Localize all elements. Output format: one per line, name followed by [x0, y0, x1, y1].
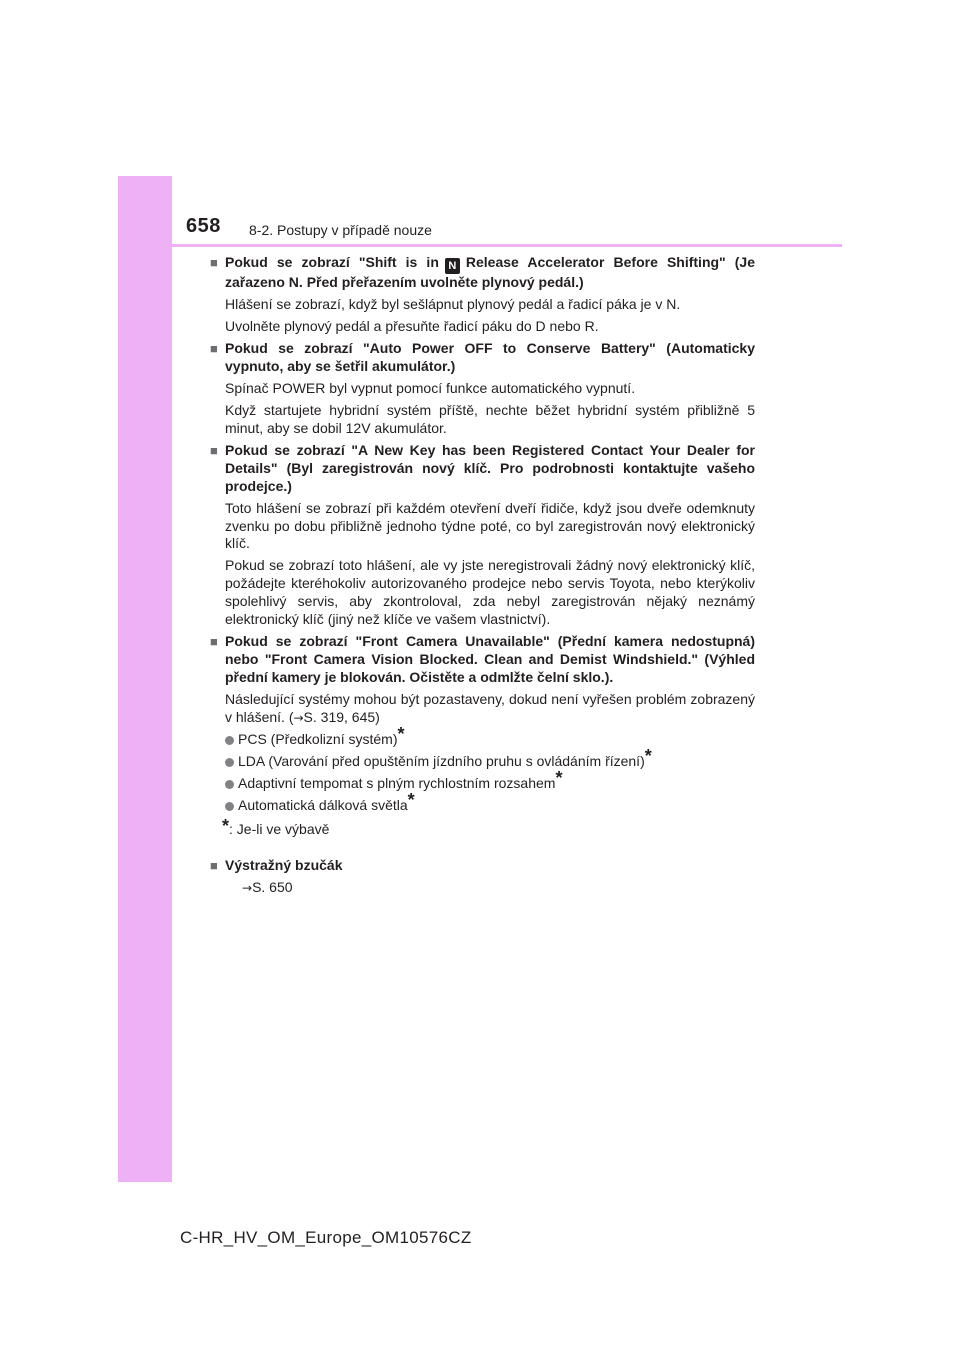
reference-arrow-icon: →	[242, 881, 253, 896]
square-bullet-icon: ■	[210, 858, 218, 874]
paragraph: Toto hlášení se zobrazí při každém otevření dveří řidiče, když jsou dveře odemknuty zvenku po dobu přibližně jednoho týdne poté, co byl zaregistrován nový elektronický klíč.	[225, 499, 755, 552]
square-bullet-icon: ■	[210, 255, 218, 270]
asterisk-mark: *	[555, 767, 563, 788]
side-color-tab	[118, 176, 172, 1182]
paragraph: Následující systémy mohou být pozastaveny, dokud není vyřešen problém zobrazený v hlášení. (→S. 319, 645)	[225, 690, 755, 725]
list-item: LDA (Varování před opuštěním jízdního pruhu s ovládáním řízení)*	[210, 753, 755, 771]
square-bullet-icon: ■	[210, 341, 218, 357]
square-bullet-icon: ■	[210, 634, 218, 650]
round-bullet-icon	[225, 758, 234, 767]
topic-heading: ■ Pokud se zobrazí "Auto Power OFF to Conserve Battery" (Automaticky vypnuto, aby se šetřil akumulátor.)	[210, 340, 755, 375]
section-title: 8-2. Postupy v případě nouze	[249, 222, 432, 238]
document-code: C-HR_HV_OM_Europe_OM10576CZ	[180, 1228, 472, 1247]
topic-heading: ■ Pokud se zobrazí "A New Key has been Registered Contact Your Dealer for Details" (Byl zaregistrován nový klíč. Pro podrobnosti kontaktujte vašeho prodejce.)	[210, 442, 755, 494]
paragraph: Když startujete hybridní systém příště, nechte běžet hybridní systém přibližně 5 minut, aby se dobil 12V akumulátor.	[225, 401, 755, 436]
list-item: Automatická dálková světla*	[210, 797, 755, 815]
paragraph: Pokud se zobrazí toto hlášení, ale vy jste neregistrovali žádný nový elektronický klíč, požádejte kteréhokoliv autorizovaného prodejce nebo servis Toyota, nebo kterýkoliv spolehlivý servis, aby zkontroloval, zda nebyl zaregistrován nějaký neznámý elektronický klíč (jiný než klíče ve vašem vlastnictví).	[225, 557, 755, 627]
page-content	[210, 254, 755, 898]
paragraph: Hlášení se zobrazí, když byl sešlápnut plynový pedál a řadicí páka je v N.	[225, 295, 681, 312]
asterisk-mark: *	[407, 789, 415, 810]
asterisk-mark: *	[644, 746, 652, 767]
round-bullet-icon	[225, 802, 234, 811]
reference-arrow-icon: →	[293, 710, 304, 725]
topic-heading: ■ Výstražný bzučák	[210, 857, 343, 874]
paragraph: Spínač POWER byl vypnut pomocí funkce automatického vypnutí.	[225, 379, 636, 396]
topic-heading: ■ Pokud se zobrazí "Shift is in N Release Accelerator Before Shifting" (Je zařazeno N. Před přeřazením uvolněte plynový pedál.)	[210, 254, 756, 290]
asterisk-mark: *	[397, 724, 405, 745]
asterisk-mark: *	[222, 815, 230, 836]
round-bullet-icon	[225, 780, 234, 789]
topic-heading: ■ Pokud se zobrazí "Front Camera Unavailable" (Přední kamera nedostupná) nebo "Front Camera Vision Blocked. Clean and Demist Windshield." (Výhled přední kamery je blokován. Očistěte a odmlžte čelní sklo.).	[210, 633, 755, 685]
page-reference: →S. 650	[242, 879, 293, 896]
page-number: 658	[186, 215, 221, 237]
list-item: Adaptivní tempomat s plným rychlostním rozsahem*	[210, 775, 755, 793]
footnote: *: Je-li ve výbavě	[222, 815, 330, 837]
paragraph: Uvolněte plynový pedál a přesuňte řadicí páku do D nebo R.	[225, 317, 599, 334]
gear-n-icon: N	[445, 258, 460, 274]
list-item: PCS (Předkolizní systém)*	[210, 731, 755, 749]
square-bullet-icon: ■	[210, 443, 218, 459]
round-bullet-icon	[225, 736, 234, 745]
header-rule	[172, 244, 842, 247]
